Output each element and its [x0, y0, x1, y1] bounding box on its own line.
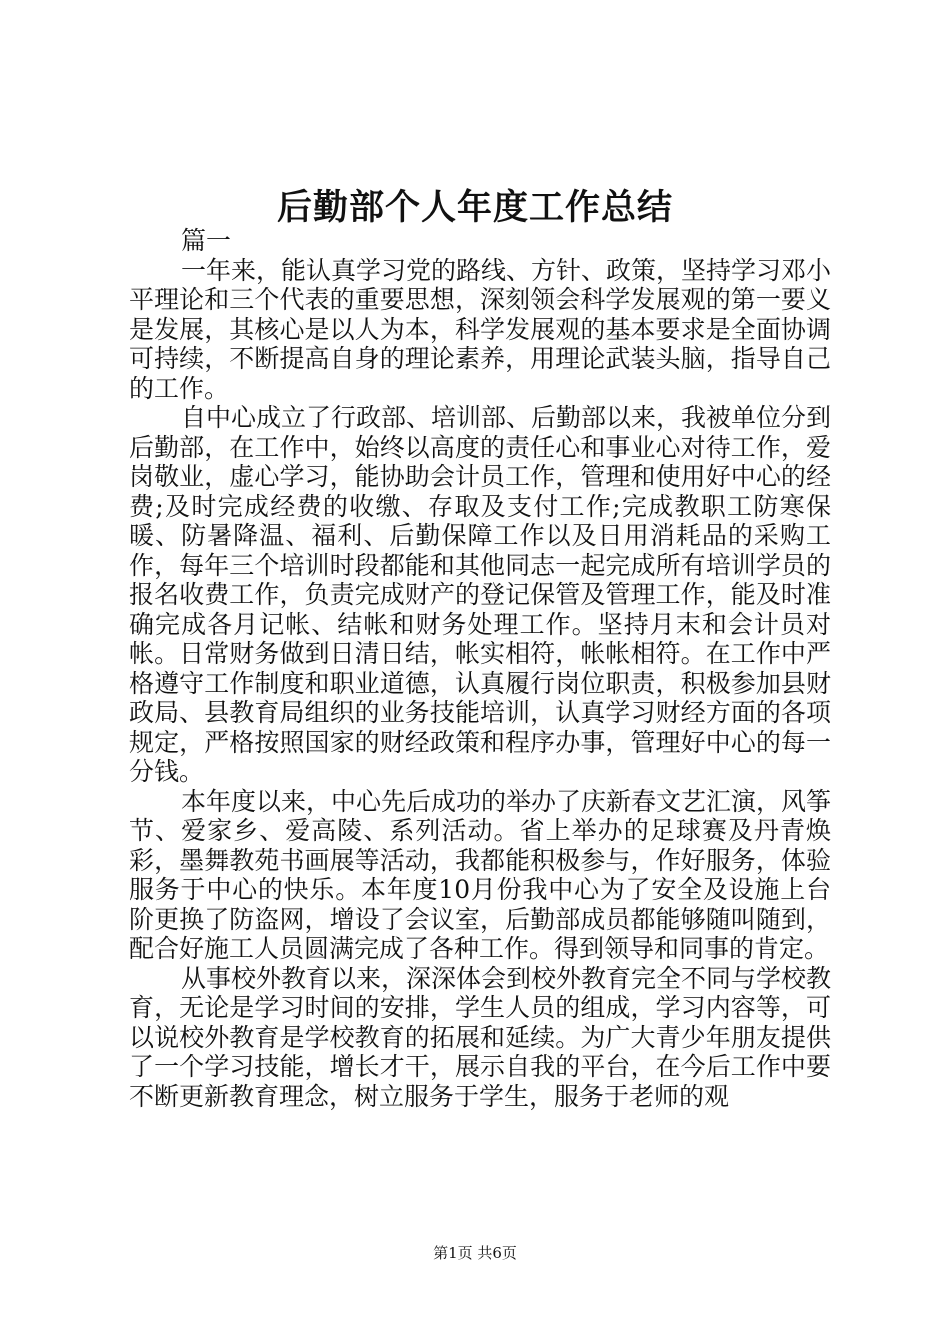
- page-footer: 第1页 共6页: [433, 1244, 517, 1262]
- paragraph: 从事校外教育以来，深深体会到校外教育完全不同与学校教育，无论是学习时间的安排，学生人员的组成，学习内容等，可以说校外教育是学校教育的拓展和延续。为广大青少年朋友提供了一个学习技能，增长才干，展示自我的平台，在今后工作中要不断更新教育理念，树立服务于学生，服务于老师的观: [129, 963, 832, 1111]
- document-title: 后勤部个人年度工作总结: [276, 187, 673, 228]
- paragraph: 一年来，能认真学习党的路线、方针、政策，坚持学习邓小平理论和三个代表的重要思想，深刻领会科学发展观的第一要义是发展，其核心是以人为本，科学发展观的基本要求是全面协调可持续，不断提高自身的理论素养，用理论武装头脑，指导自己的工作。: [129, 255, 832, 403]
- document-body: [129, 226, 831, 1111]
- paragraph: 本年度以来，中心先后成功的举办了庆新春文艺汇演，风筝节、爱家乡、爱高陵、系列活动。省上举办的足球赛及丹青焕彩，墨舞教苑书画展等活动，我都能积极参与，作好服务，体验服务于中心的快乐。本年度10月份我中心为了安全及设施上台阶更换了防盗网，增设了会议室，后勤部成员都能够随叫随到，配合好施工人员圆满完成了各种工作。得到领导和同事的肯定。: [129, 786, 832, 963]
- paragraph: 自中心成立了行政部、培训部、后勤部以来，我被单位分到后勤部，在工作中，始终以高度的责任心和事业心对待工作，爱岗敬业，虚心学习，能协助会计员工作，管理和使用好中心的经费;及时完成经费的收缴、存取及支付工作;完成教职工防寒保暖、防暑降温、福利、后勤保障工作以及日用消耗品的采购工作，每年三个培训时段都能和其他同志一起完成所有培训学员的报名收费工作，负责完成财产的登记保管及管理工作，能及时准确完成各月记帐、结帐和财务处理工作。坚持月末和会计员对帐。日常财务做到日清日结，帐实相符，帐帐相符。在工作中严格遵守工作制度和职业道德，认真履行岗位职责，积极参加县财政局、县教育局组织的业务技能培训，认真学习财经方面的各项规定，严格按照国家的财经政策和程序办事，管理好中心的每一分钱。: [129, 403, 832, 786]
- section-heading: 篇一: [181, 226, 232, 255]
